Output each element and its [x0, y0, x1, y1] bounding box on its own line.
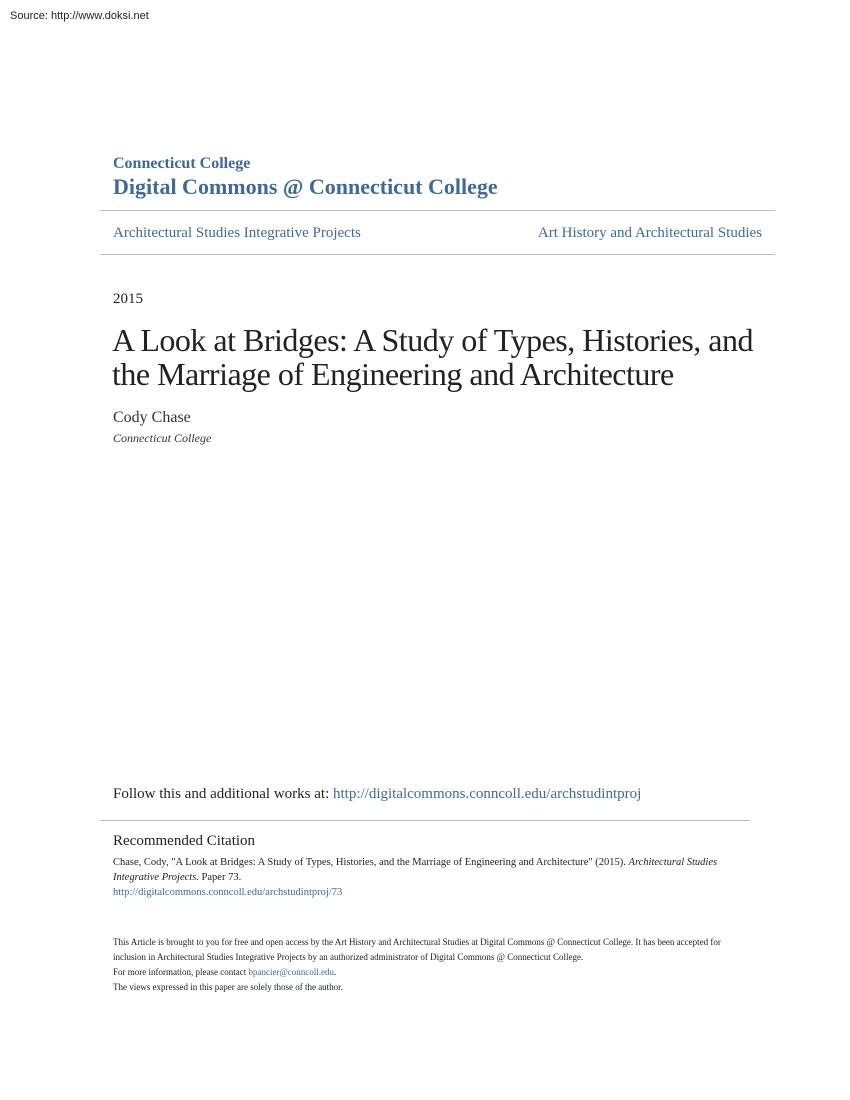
citation-url-link[interactable]: http://digitalcommons.conncoll.edu/archstudintproj/73: [113, 887, 343, 898]
author-name: Cody Chase: [113, 409, 191, 426]
institution-name[interactable]: Connecticut College: [113, 155, 251, 172]
citation-paper: Paper 73.: [201, 872, 242, 883]
follow-url-link[interactable]: http://digitalcommons.conncoll.edu/archstudintproj: [332, 786, 642, 802]
publication-year: 2015: [113, 291, 143, 307]
citation-divider: [100, 820, 750, 821]
header-divider-bottom: [100, 254, 775, 255]
citation-text: [113, 855, 743, 900]
access-notice-text: This Article is brought to you for free and open access by the Art History and Architectural Studies at Digital Commons @ Connecticut College. It has been accepted for inclusion in Architectural Studies Integrative Projects by an authorized administrator of Digital Commons @ Connecticut College.: [113, 937, 721, 962]
access-notice: This Article is brought to you for free and open access by the Art History and Architectural Studies at Digital Commons @ Connecticut College. It has been accepted for inclusion in Architectural Studies Integrative Projects by an authorized administrator of Digital Commons @ Connecticut College. For more information, please contact bpancier@conncoll.edu. The views expressed in this paper are solely those of the author.: [113, 937, 721, 992]
author-affiliation: Connecticut College: [113, 431, 212, 445]
follow-label: Follow this and additional works at:: [113, 786, 330, 802]
repository-name[interactable]: Digital Commons @ Connecticut College: [113, 174, 498, 199]
citation-heading: Recommended Citation: [113, 833, 256, 849]
follow-line: [113, 786, 641, 803]
series-link[interactable]: Architectural Studies Integrative Projects: [113, 225, 361, 241]
views-disclaimer: The views expressed in this paper are solely those of the author.: [113, 982, 343, 992]
citation-body: Chase, Cody, "A Look at Bridges: A Study of Types, Histories, and the Marriage of Engineering and Architecture" (2015).: [113, 857, 626, 868]
contact-email-link[interactable]: bpancier@conncoll.edu: [248, 967, 334, 977]
source-line: Source: http://www.doksi.net: [10, 10, 149, 22]
contact-label: For more information, please contact: [113, 967, 247, 977]
citation-journal: Architectural Studies Integrative Projects.: [113, 857, 718, 883]
article-title: A Look at Bridges: A Study of Types, Histories, and the Marriage of Engineering and Architecture: [112, 322, 753, 392]
department-link[interactable]: Art History and Architectural Studies: [537, 225, 762, 241]
header-divider-top: [100, 210, 775, 211]
